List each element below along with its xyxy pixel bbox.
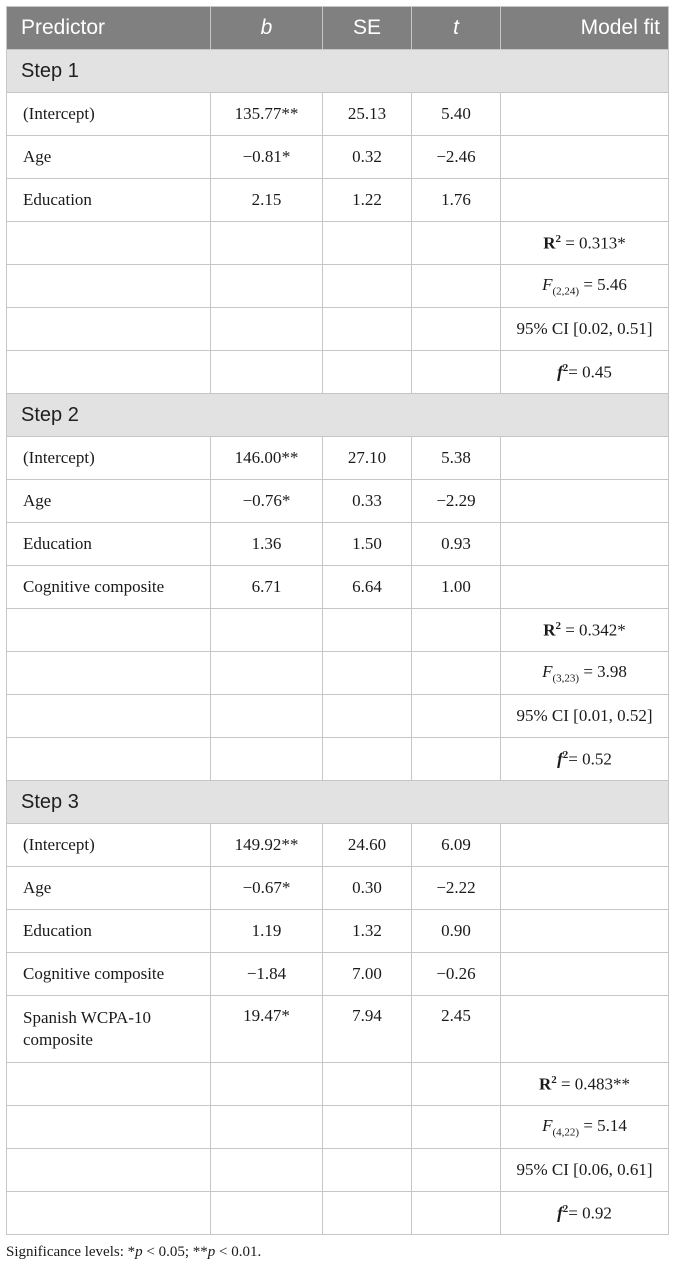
fit-cell xyxy=(501,437,669,480)
fit-row xyxy=(7,1192,669,1235)
r-squared: $R^2 = 0.342*$ xyxy=(501,609,669,652)
b-cell: 19.47* xyxy=(211,996,323,1063)
fit-row xyxy=(7,1106,669,1149)
fit-cell xyxy=(501,824,669,867)
t-cell: 1.00 xyxy=(412,566,501,609)
fit-cell xyxy=(501,953,669,996)
table-row xyxy=(7,996,669,1063)
predictor-cell: (Intercept) xyxy=(7,824,211,867)
f-statistic: $F_{(3,23)} = 3.98$ xyxy=(501,652,669,695)
fit-cell xyxy=(501,179,669,222)
se-cell: 7.00 xyxy=(323,953,412,996)
predictor-cell: Education xyxy=(7,910,211,953)
predictor-cell: (Intercept) xyxy=(7,93,211,136)
t-cell: −2.46 xyxy=(412,136,501,179)
step-label: Step 1 xyxy=(7,50,669,93)
fit-cell xyxy=(501,93,669,136)
t-cell: −0.26 xyxy=(412,953,501,996)
effect-size: $f^2= 0.45$ xyxy=(501,351,669,394)
table-row xyxy=(7,953,669,996)
table-row xyxy=(7,93,669,136)
step-row xyxy=(7,50,669,93)
b-cell: 1.19 xyxy=(211,910,323,953)
fit-row xyxy=(7,308,669,351)
step-row xyxy=(7,781,669,824)
t-cell: 5.40 xyxy=(412,93,501,136)
r-squared: $R^2 = 0.483**$ xyxy=(501,1063,669,1106)
fit-row xyxy=(7,1063,669,1106)
se-cell: 0.33 xyxy=(323,480,412,523)
col-header-model-fit: Model fit xyxy=(501,7,669,50)
b-cell: −1.84 xyxy=(211,953,323,996)
fit-cell xyxy=(501,566,669,609)
table-row xyxy=(7,867,669,910)
fit-cell xyxy=(501,867,669,910)
se-cell: 1.32 xyxy=(323,910,412,953)
regression-table xyxy=(6,6,669,1235)
fit-row xyxy=(7,609,669,652)
se-cell: 0.32 xyxy=(323,136,412,179)
t-cell: 2.45 xyxy=(412,996,501,1063)
b-cell: 2.15 xyxy=(211,179,323,222)
predictor-cell: Education xyxy=(7,179,211,222)
col-header-predictor: Predictor xyxy=(7,7,211,50)
table-row xyxy=(7,523,669,566)
table-row xyxy=(7,179,669,222)
se-cell: 27.10 xyxy=(323,437,412,480)
t-cell: 0.90 xyxy=(412,910,501,953)
se-cell: 1.22 xyxy=(323,179,412,222)
fit-row xyxy=(7,652,669,695)
predictor-cell: Age xyxy=(7,480,211,523)
fit-cell xyxy=(501,480,669,523)
significance-note: Significance levels: *p < 0.05; **p < 0.01. xyxy=(6,1244,262,1260)
predictor-cell: (Intercept) xyxy=(7,437,211,480)
t-cell: 5.38 xyxy=(412,437,501,480)
fit-cell xyxy=(501,523,669,566)
f-statistic: $F_{(2,24)} = 5.46$ xyxy=(501,265,669,308)
b-cell: 135.77** xyxy=(211,93,323,136)
se-cell: 0.30 xyxy=(323,867,412,910)
table-row xyxy=(7,566,669,609)
t-cell: 0.93 xyxy=(412,523,501,566)
fit-row xyxy=(7,738,669,781)
predictor-cell: Age xyxy=(7,867,211,910)
effect-size: $f^2= 0.92$ xyxy=(501,1192,669,1235)
table-row xyxy=(7,480,669,523)
fit-cell xyxy=(501,136,669,179)
table-row xyxy=(7,437,669,480)
confidence-interval: 95% CI [0.02, 0.51] xyxy=(501,308,669,351)
t-cell: 6.09 xyxy=(412,824,501,867)
r-squared: $R^2 = 0.313*$ xyxy=(501,222,669,265)
b-cell: 6.71 xyxy=(211,566,323,609)
confidence-interval: 95% CI [0.01, 0.52] xyxy=(501,695,669,738)
f-statistic: $F_{(4,22)} = 5.14$ xyxy=(501,1106,669,1149)
predictor-cell: Education xyxy=(7,523,211,566)
predictor-cell: Spanish WCPA-10 composite xyxy=(7,996,211,1063)
predictor-cell: Age xyxy=(7,136,211,179)
fit-row xyxy=(7,222,669,265)
step-row xyxy=(7,394,669,437)
col-header-t: t xyxy=(412,7,501,50)
fit-cell xyxy=(501,910,669,953)
table-row xyxy=(7,136,669,179)
b-cell: 146.00** xyxy=(211,437,323,480)
se-cell: 24.60 xyxy=(323,824,412,867)
se-cell: 6.64 xyxy=(323,566,412,609)
fit-cell xyxy=(501,996,669,1063)
predictor-cell: Cognitive composite xyxy=(7,953,211,996)
fit-row xyxy=(7,351,669,394)
step-label: Step 2 xyxy=(7,394,669,437)
se-cell: 25.13 xyxy=(323,93,412,136)
b-cell: −0.76* xyxy=(211,480,323,523)
header-row xyxy=(7,7,669,50)
col-header-b: b xyxy=(211,7,323,50)
table-row xyxy=(7,910,669,953)
b-cell: −0.81* xyxy=(211,136,323,179)
se-cell: 7.94 xyxy=(323,996,412,1063)
step-label: Step 3 xyxy=(7,781,669,824)
t-cell: −2.22 xyxy=(412,867,501,910)
fit-row xyxy=(7,265,669,308)
b-cell: 1.36 xyxy=(211,523,323,566)
t-cell: −2.29 xyxy=(412,480,501,523)
fit-row xyxy=(7,1149,669,1192)
b-cell: −0.67* xyxy=(211,867,323,910)
predictor-cell: Cognitive composite xyxy=(7,566,211,609)
confidence-interval: 95% CI [0.06, 0.61] xyxy=(501,1149,669,1192)
col-header-se: SE xyxy=(323,7,412,50)
fit-row xyxy=(7,695,669,738)
table-row xyxy=(7,824,669,867)
b-cell: 149.92** xyxy=(211,824,323,867)
effect-size: $f^2= 0.52$ xyxy=(501,738,669,781)
se-cell: 1.50 xyxy=(323,523,412,566)
t-cell: 1.76 xyxy=(412,179,501,222)
